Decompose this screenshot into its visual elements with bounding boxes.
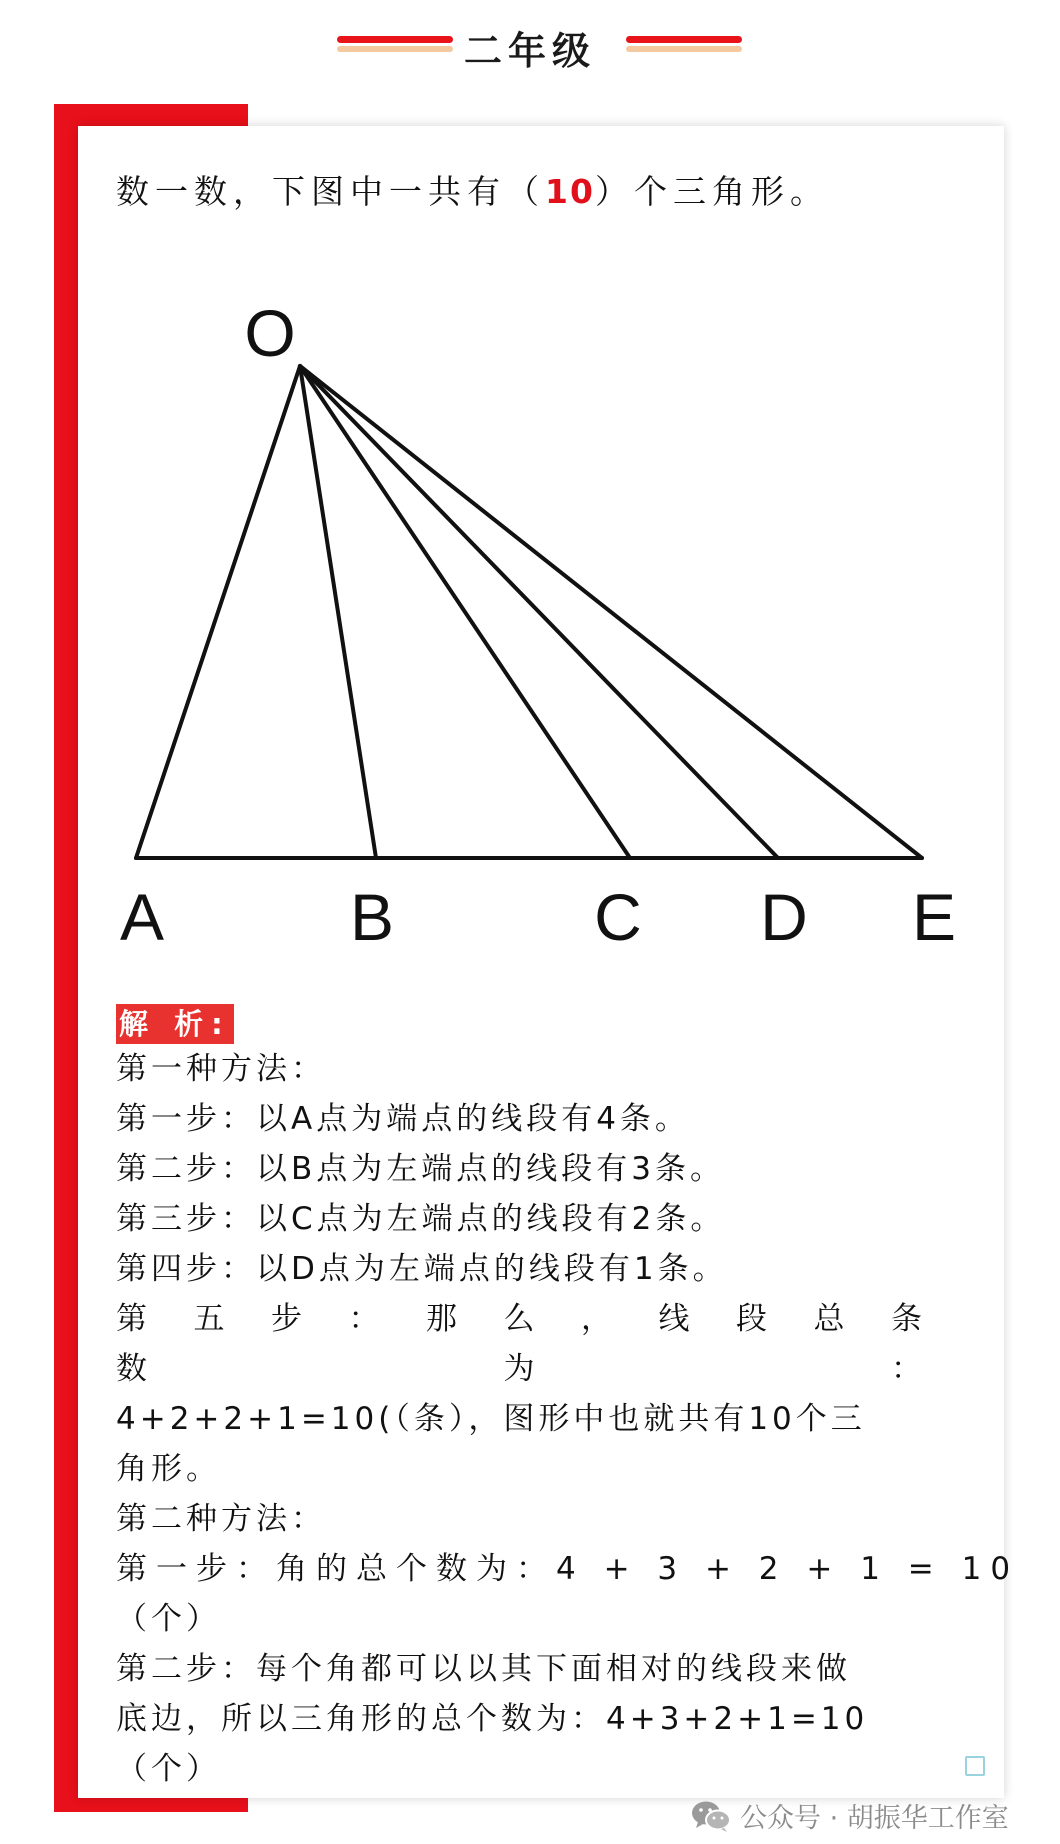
segment-oc xyxy=(300,366,630,858)
segment-ob xyxy=(300,366,376,858)
label-b: B xyxy=(349,880,395,954)
analysis-line: 第二步：每个角都可以以其下面相对的线段来做 xyxy=(116,1651,851,1687)
analysis-line: 第一步：角的总个数为：4 + 3 + 2 + 1 = 10 xyxy=(116,1551,1020,1587)
page-title: 二年级 xyxy=(463,29,596,73)
question-text xyxy=(116,166,829,213)
label-o: O xyxy=(244,300,296,370)
analysis-line: 第四步：以D点为左端点的线段有1条。 xyxy=(116,1251,728,1287)
analysis-line: 第一步：以A点为端点的线段有4条。 xyxy=(116,1101,690,1137)
watermark xyxy=(690,1796,1009,1835)
analysis-line: 第一种方法： xyxy=(116,1051,326,1087)
analysis-line: 底边，所以三角形的总个数为：4+3+2+1=10 xyxy=(116,1701,869,1737)
label-a: A xyxy=(119,880,165,954)
analysis-line: （个） xyxy=(116,1751,221,1787)
analysis-tag: 解 析: xyxy=(116,1004,234,1044)
analysis-line: 第三步：以C点为左端点的线段有2条。 xyxy=(116,1201,726,1237)
analysis-line: 角形。 xyxy=(116,1451,221,1487)
analysis-section xyxy=(116,1004,1020,1794)
question-prefix: 数一数，下图中一共有（ xyxy=(116,172,545,211)
header-deco-right xyxy=(626,36,742,52)
frame-bar-top xyxy=(54,104,248,126)
analysis-line: 4+2+2+1=10(（条），图形中也就共有10个三 xyxy=(116,1401,866,1437)
triangle-figure xyxy=(110,300,970,960)
label-d: D xyxy=(760,880,808,954)
wechat-icon xyxy=(690,1799,732,1833)
analysis-line: 第五步：那么，线段总条数为： xyxy=(116,1301,962,1387)
question-suffix: ）个三角形。 xyxy=(594,172,829,211)
page-header xyxy=(0,0,1060,100)
segment-oe xyxy=(300,366,922,858)
corner-square-icon xyxy=(965,1756,985,1776)
watermark-text: 公众号 · 胡振华工作室 xyxy=(740,1803,1009,1834)
segment-od xyxy=(300,366,778,858)
label-e: E xyxy=(911,880,957,954)
analysis-line: （个） xyxy=(116,1601,221,1637)
analysis-line: 第二步：以B点为左端点的线段有3条。 xyxy=(116,1151,725,1187)
frame-bar-left xyxy=(54,104,78,1812)
segment-oa xyxy=(136,366,300,858)
question-answer: 10 xyxy=(545,172,595,211)
label-c: C xyxy=(594,880,642,954)
analysis-line: 第二种方法： xyxy=(116,1501,326,1537)
